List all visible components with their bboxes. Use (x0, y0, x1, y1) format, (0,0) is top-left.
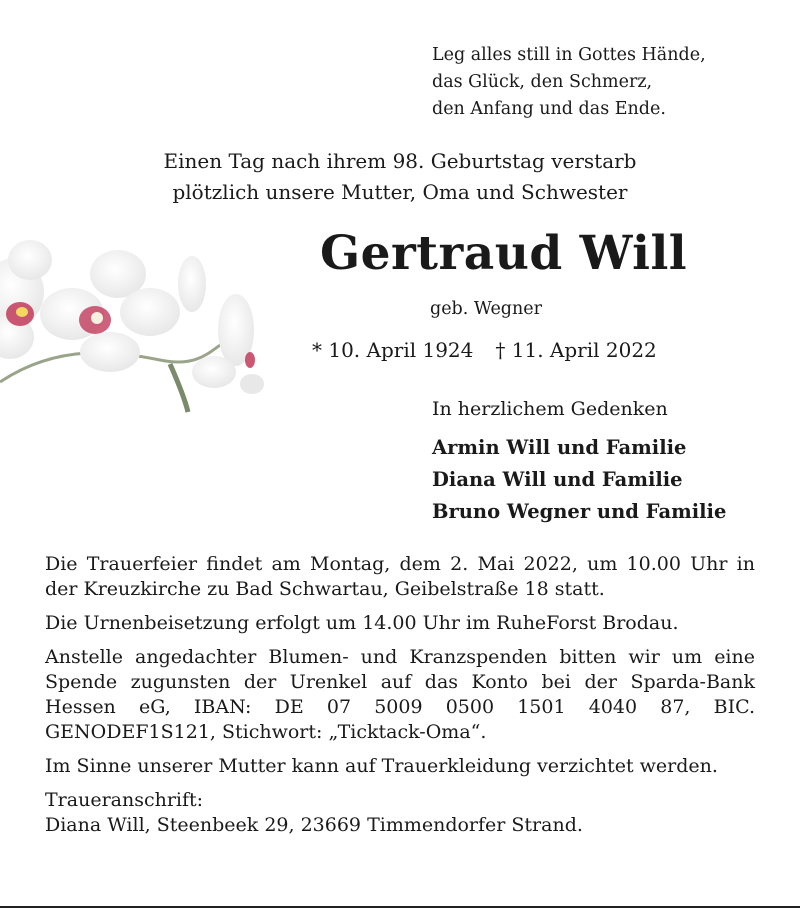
mourning-address: Diana Will, Steenbeek 29, 23669 Timmendorfer Strand. (45, 814, 583, 836)
funeral-info: Die Trauerfeier findet am Montag, dem 2. Mai 2022, um 10.00 Uhr in der Kreuzkirche zu Bad Schwartau, Geibelstraße 18 statt. (45, 553, 755, 600)
intro-line-1: Einen Tag nach ihrem 98. Geburtstag verstarb (163, 149, 637, 173)
intro-text (0, 146, 800, 208)
orchid-flower-left (0, 240, 52, 359)
orchid-flower-center (40, 250, 180, 372)
death-date: † 11. April 2022 (495, 338, 657, 362)
dress-code-info: Im Sinne unserer Mutter kann auf Trauerkleidung verzichtet werden. (45, 755, 718, 777)
family-list (432, 432, 726, 528)
maiden-name: geb. Wegner (430, 299, 542, 319)
poem-line-2: das Glück, den Schmerz, (432, 72, 653, 92)
birth-date: * 10. April 1924 (312, 338, 474, 362)
poem-line-3: den Anfang und das Ende. (432, 99, 666, 119)
family-armin: Armin Will und Familie (432, 436, 687, 459)
urn-burial-info: Die Urnenbeisetzung erfolgt um 14.00 Uhr im RuheForst Brodau. (45, 612, 679, 634)
orchid-flower-right (178, 256, 264, 394)
family-bruno: Bruno Wegner und Familie (432, 500, 727, 523)
notice-details (45, 552, 755, 838)
poem (432, 42, 706, 123)
family-diana: Diana Will und Familie (432, 468, 683, 491)
life-dates (312, 336, 657, 364)
deceased-name: Gertraud Will (320, 226, 688, 281)
orchid-illustration (0, 232, 280, 422)
donation-info: Anstelle angedachter Blumen- und Kranzspenden bitten wir um eine Spende zugunsten der Urenkel auf das Konto bei der Sparda-Bank Hessen eG, IBAN: DE 07 5009 0500 1501 4040 87, BIC. GENODEF1S121, Stichwort: „Ticktack-Oma“. (45, 646, 755, 743)
poem-line-1: Leg alles still in Gottes Hände, (432, 45, 706, 65)
address-label: Traueranschrift: (45, 789, 204, 811)
intro-line-2: plötzlich unsere Mutter, Oma und Schwester (172, 180, 628, 204)
memory-heading: In herzlichem Gedenken (432, 398, 668, 420)
